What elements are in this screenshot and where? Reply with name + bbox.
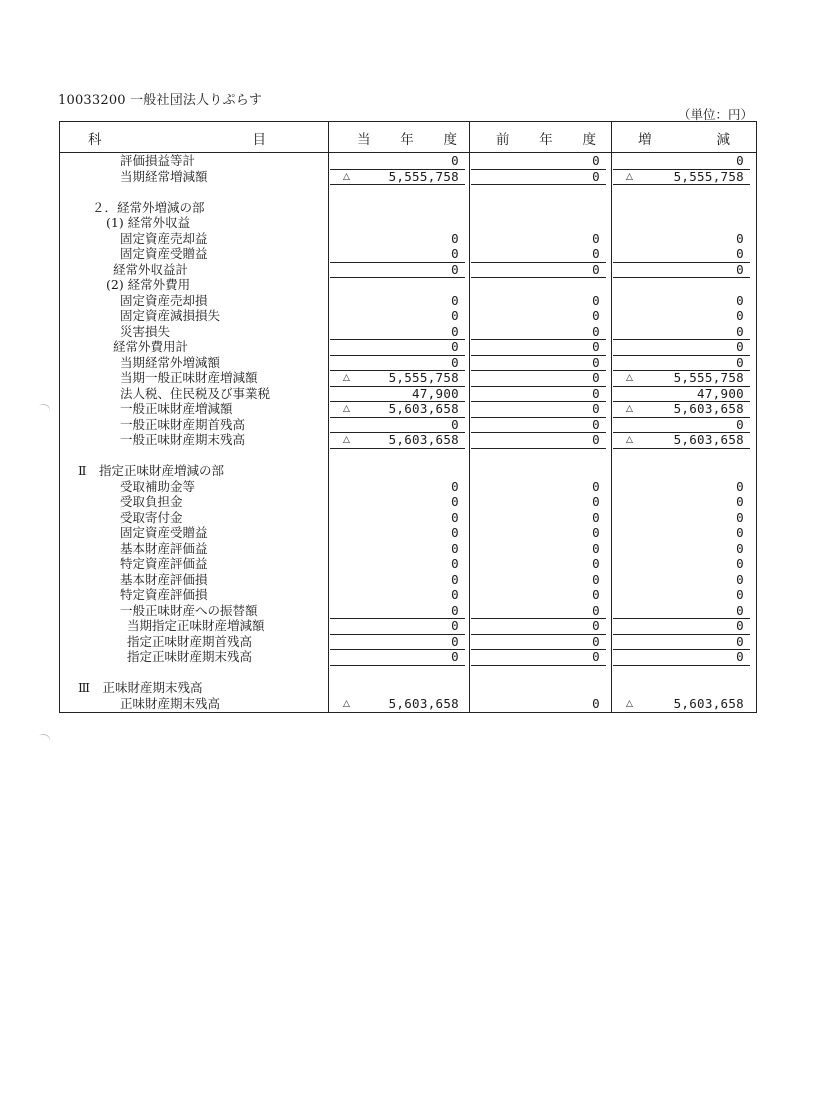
cell-prev: 0 — [592, 354, 600, 370]
cell-prev: 0 — [592, 230, 600, 246]
table-row — [60, 324, 756, 340]
table-row — [60, 293, 756, 309]
cell-prev: 0 — [592, 401, 600, 416]
negative-marker: △ — [343, 373, 350, 383]
cell-chg: 0 — [736, 246, 744, 261]
row-label: (2) 経常外費用 — [106, 277, 191, 292]
report-header: 10033200 一般社団法人りぷらす — [58, 93, 263, 108]
row-label: 受取補助金等 — [120, 478, 196, 494]
table-row — [60, 665, 756, 681]
cell-chg: 5,603,658 — [673, 432, 744, 447]
row-label: 指定正味財産期首残高 — [127, 633, 253, 649]
cell-chg: 0 — [736, 153, 744, 168]
cell-chg: 0 — [736, 587, 744, 602]
cell-chg: 0 — [736, 494, 744, 509]
cell-chg: 0 — [736, 540, 744, 556]
negative-marker: △ — [343, 698, 350, 709]
row-label: 評価損益等計 — [120, 153, 196, 168]
cell-cur: 0 — [451, 633, 459, 649]
table-row — [60, 200, 756, 216]
cell-chg: 5,555,758 — [673, 168, 744, 184]
header-subject-char: 目 — [252, 132, 266, 148]
row-label: 正味財産期末残高 — [120, 695, 221, 711]
header-current-char: 当 — [357, 132, 371, 148]
cell-cur: 0 — [451, 153, 459, 168]
cell-cur: 0 — [451, 308, 459, 323]
cell-cur: 5,603,658 — [388, 695, 459, 711]
cell-chg: 0 — [736, 354, 744, 370]
negative-marker: △ — [343, 171, 350, 182]
cell-prev: 0 — [592, 571, 600, 587]
table-row — [60, 556, 756, 572]
cell-prev: 0 — [592, 292, 600, 308]
header-subject-char: 科 — [88, 132, 102, 148]
unit-note: （単位：円） — [678, 107, 754, 122]
cell-cur: 5,555,758 — [388, 370, 459, 385]
cell-prev: 0 — [592, 494, 600, 509]
cell-prev: 0 — [592, 695, 600, 711]
row-label: Ⅱ 指定正味財産増減の部 — [78, 463, 224, 478]
cell-chg: 0 — [736, 556, 744, 571]
table-row — [60, 587, 756, 603]
cell-cur: 47,900 — [412, 385, 459, 401]
cell-cur: 0 — [451, 292, 459, 308]
row-label: Ⅲ 正味財産期末残高 — [78, 680, 203, 695]
row-label: 当期経常外増減額 — [120, 354, 221, 370]
row-label: 固定資産受贈益 — [120, 246, 208, 261]
cell-chg: 0 — [736, 308, 744, 323]
cell-prev: 0 — [592, 633, 600, 649]
cell-prev: 0 — [592, 649, 600, 664]
row-label: 当期経常増減額 — [120, 168, 208, 184]
table-row — [60, 479, 756, 495]
table-row — [60, 231, 756, 247]
row-label: (1) 経常外収益 — [106, 215, 191, 230]
cell-prev: 0 — [592, 339, 600, 354]
cell-prev: 0 — [592, 602, 600, 618]
header-prior — [496, 128, 596, 148]
cell-cur: 0 — [451, 354, 459, 370]
statement-table — [59, 121, 757, 713]
cell-cur: 0 — [451, 587, 459, 602]
cell-chg: 0 — [736, 509, 744, 525]
row-label: 基本財産評価益 — [120, 540, 208, 556]
row-label: 受取負担金 — [120, 494, 183, 509]
cell-prev: 0 — [592, 168, 600, 184]
table-row — [60, 525, 756, 541]
cell-chg: 0 — [736, 292, 744, 308]
table-row — [60, 386, 756, 402]
table-row — [60, 153, 756, 169]
cell-cur: 0 — [451, 618, 459, 633]
cell-chg: 5,603,658 — [673, 695, 744, 711]
table-row — [60, 494, 756, 510]
row-label: 当期一般正味財産増減額 — [120, 370, 258, 385]
row-label: 当期指定正味財産増減額 — [127, 618, 265, 633]
negative-marker: △ — [343, 435, 350, 445]
cell-prev: 0 — [592, 509, 600, 525]
row-label: 受取寄付金 — [120, 509, 183, 525]
row-label: 指定正味財産期末残高 — [127, 649, 253, 664]
table-row — [60, 541, 756, 557]
row-label: 災害損失 — [120, 323, 171, 339]
cell-prev: 0 — [592, 246, 600, 261]
cell-chg: 0 — [736, 478, 744, 494]
table-row — [60, 696, 756, 712]
cell-chg: 5,603,658 — [673, 401, 744, 416]
table-row — [60, 184, 756, 200]
row-label: 経常外費用計 — [113, 339, 189, 354]
negative-marker: △ — [343, 404, 350, 414]
cell-prev: 0 — [592, 540, 600, 556]
table-row — [60, 262, 756, 278]
table-row — [60, 169, 756, 185]
cell-cur: 0 — [451, 525, 459, 540]
table-row — [60, 603, 756, 619]
negative-marker: △ — [626, 373, 633, 383]
table-row — [60, 463, 756, 479]
row-label: 特定資産評価損 — [120, 587, 208, 602]
table-row — [60, 618, 756, 634]
table-row — [60, 634, 756, 650]
cell-cur: 0 — [451, 478, 459, 494]
table-row — [60, 448, 756, 464]
table-row — [60, 339, 756, 355]
cell-chg: 0 — [736, 525, 744, 540]
cell-chg: 0 — [736, 323, 744, 339]
cell-prev: 0 — [592, 308, 600, 323]
row-label: 一般正味財産期末残高 — [120, 432, 246, 447]
cell-cur: 0 — [451, 602, 459, 618]
table-row — [60, 649, 756, 665]
row-label: 固定資産減損損失 — [120, 308, 221, 323]
row-label: 特定資産評価益 — [120, 556, 208, 571]
cell-cur: 0 — [451, 494, 459, 509]
header-current-char: 年 — [400, 132, 414, 148]
table-row — [60, 510, 756, 526]
header-change-char: 増 — [638, 132, 652, 148]
row-label: 基本財産評価損 — [120, 571, 208, 587]
table-row — [60, 417, 756, 433]
cell-cur: 0 — [451, 323, 459, 339]
cell-chg: 0 — [736, 230, 744, 246]
cell-chg: 0 — [736, 261, 744, 277]
table-row — [60, 308, 756, 324]
table-row — [60, 432, 756, 448]
table-header — [60, 122, 756, 153]
cell-prev: 0 — [592, 525, 600, 540]
table-row — [60, 370, 756, 386]
header-current — [357, 128, 457, 148]
table-row — [60, 680, 756, 696]
cell-chg: 0 — [736, 633, 744, 649]
cell-cur: 0 — [451, 509, 459, 525]
row-label: 一般正味財産への振替額 — [120, 602, 258, 618]
cell-prev: 0 — [592, 478, 600, 494]
table-row — [60, 572, 756, 588]
table-row — [60, 246, 756, 262]
cell-cur: 5,555,758 — [388, 168, 459, 184]
cell-cur: 0 — [451, 571, 459, 587]
cell-cur: 0 — [451, 416, 459, 432]
cell-cur: 0 — [451, 261, 459, 277]
cell-prev: 0 — [592, 556, 600, 571]
table-row — [60, 215, 756, 231]
cell-cur: 0 — [451, 230, 459, 246]
cell-chg: 0 — [736, 602, 744, 618]
row-label: 経常外収益計 — [113, 261, 189, 277]
cell-chg: 0 — [736, 571, 744, 587]
cell-cur: 0 — [451, 339, 459, 354]
cell-chg: 0 — [736, 649, 744, 664]
table-row — [60, 401, 756, 417]
header-prior-char: 年 — [539, 132, 553, 148]
row-label: 固定資産売却損 — [120, 292, 208, 308]
cell-cur: 5,603,658 — [388, 432, 459, 447]
header-prior-char: 度 — [582, 132, 596, 148]
cell-cur: 0 — [451, 649, 459, 664]
negative-marker: △ — [626, 435, 633, 445]
scan-mark — [36, 402, 51, 416]
header-change — [638, 128, 730, 148]
table-row — [60, 277, 756, 293]
negative-marker: △ — [626, 698, 633, 709]
cell-prev: 0 — [592, 587, 600, 602]
cell-prev: 0 — [592, 416, 600, 432]
table-row — [60, 355, 756, 371]
header-change-char: 減 — [716, 132, 730, 148]
header-subject — [88, 128, 266, 148]
row-label: 固定資産受贈益 — [120, 525, 208, 540]
cell-cur: 0 — [451, 246, 459, 261]
header-prior-char: 前 — [496, 132, 510, 148]
row-label: 固定資産売却益 — [120, 230, 208, 246]
scan-mark — [36, 732, 51, 746]
cell-cur: 0 — [451, 540, 459, 556]
cell-chg: 0 — [736, 416, 744, 432]
negative-marker: △ — [626, 404, 633, 414]
cell-chg: 0 — [736, 339, 744, 354]
cell-prev: 0 — [592, 261, 600, 277]
cell-prev: 0 — [592, 323, 600, 339]
cell-cur: 0 — [451, 556, 459, 571]
row-label: 法人税、住民税及び事業税 — [120, 385, 271, 401]
negative-marker: △ — [626, 171, 633, 182]
cell-prev: 0 — [592, 385, 600, 401]
header-current-char: 度 — [443, 132, 457, 148]
row-label: 一般正味財産増減額 — [120, 401, 233, 416]
cell-prev: 0 — [592, 370, 600, 385]
row-label: 一般正味財産期首残高 — [120, 416, 246, 432]
cell-prev: 0 — [592, 153, 600, 168]
row-label: ２．経常外増減の部 — [92, 199, 205, 215]
cell-prev: 0 — [592, 618, 600, 633]
cell-chg: 5,555,758 — [673, 370, 744, 385]
cell-prev: 0 — [592, 432, 600, 447]
cell-cur: 5,603,658 — [388, 401, 459, 416]
cell-chg: 0 — [736, 618, 744, 633]
cell-chg: 47,900 — [697, 385, 744, 401]
